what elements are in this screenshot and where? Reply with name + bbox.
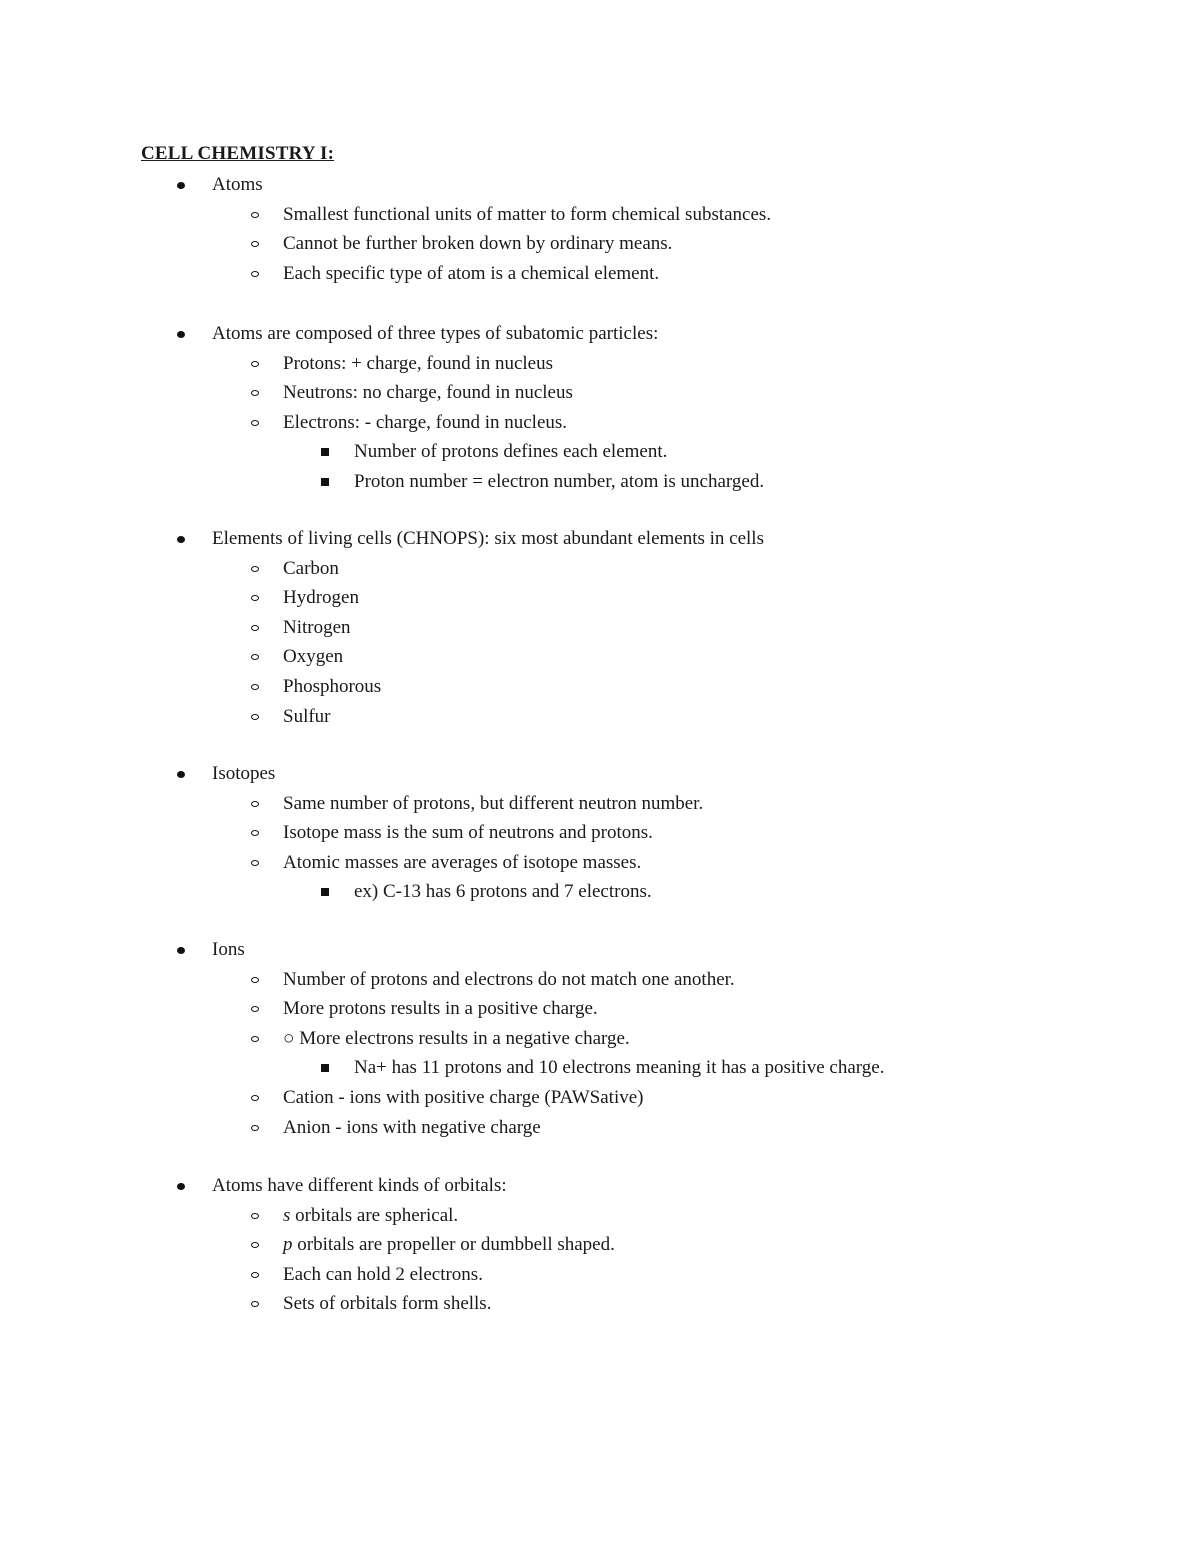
item-text: Same number of protons, but different neutron number. bbox=[283, 792, 704, 814]
item-text: Nitrogen bbox=[283, 616, 351, 638]
list-item-level1 bbox=[212, 527, 764, 551]
bullet-dot-icon bbox=[174, 938, 188, 962]
sub-item-text: Proton number = electron number, atom is uncharged. bbox=[354, 471, 765, 492]
item-text: Cannot be further broken down by ordinary means. bbox=[283, 233, 673, 255]
list-item-level2 bbox=[283, 262, 659, 286]
bullet-circle-icon bbox=[248, 1263, 262, 1287]
bullet-circle-icon bbox=[248, 821, 262, 845]
bullet-circle-icon bbox=[248, 792, 262, 816]
item-text: Sulfur bbox=[283, 705, 331, 727]
bullet-circle-icon bbox=[248, 262, 262, 286]
section-heading: Atoms are composed of three types of subatomic particles: bbox=[212, 323, 659, 344]
list-item-level1 bbox=[212, 938, 245, 962]
list-item-level2 bbox=[283, 1233, 615, 1257]
list-item-level1 bbox=[212, 322, 658, 346]
bullet-dot-icon bbox=[174, 527, 188, 551]
item-text: Electrons: - charge, found in nucleus. bbox=[283, 411, 568, 433]
bullet-circle-icon bbox=[248, 1086, 262, 1110]
bullet-circle-icon bbox=[248, 557, 262, 581]
list-item-level2 bbox=[283, 352, 553, 376]
list-item-level1 bbox=[212, 762, 275, 786]
bullet-circle-icon bbox=[248, 1204, 262, 1228]
bullet-circle-icon bbox=[248, 203, 262, 227]
list-item-level3 bbox=[354, 880, 652, 904]
list-item-level2 bbox=[283, 411, 567, 435]
list-item-level2 bbox=[283, 616, 351, 640]
list-item-level2 bbox=[283, 705, 331, 729]
bullet-circle-icon bbox=[248, 705, 262, 729]
list-item-level3 bbox=[354, 440, 667, 464]
bullet-circle-icon bbox=[248, 997, 262, 1021]
item-text: Anion - ions with negative charge bbox=[283, 1116, 541, 1138]
bullet-circle-icon bbox=[248, 411, 262, 435]
bullet-circle-icon bbox=[248, 851, 262, 875]
item-text: Smallest functional units of matter to form chemical substances. bbox=[283, 203, 772, 225]
section-heading: Atoms have different kinds of orbitals: bbox=[212, 1175, 507, 1196]
bullet-circle-icon bbox=[248, 645, 262, 669]
list-item-level3 bbox=[354, 470, 764, 494]
item-text: Cation - ions with positive charge (PAWSative) bbox=[283, 1087, 644, 1108]
list-item-level1 bbox=[212, 1174, 507, 1198]
item-text: Carbon bbox=[283, 557, 339, 579]
item-text: Number of protons and electrons do not match one another. bbox=[283, 968, 735, 990]
list-item-level1 bbox=[212, 173, 263, 197]
list-item-level3 bbox=[354, 1056, 884, 1080]
bullet-square-icon bbox=[318, 1056, 332, 1080]
italic-term: s bbox=[283, 1204, 291, 1226]
item-text: ○ More electrons results in a negative charge. bbox=[283, 1027, 630, 1049]
bullet-dot-icon bbox=[174, 322, 188, 346]
item-text: Each can hold 2 electrons. bbox=[283, 1263, 483, 1285]
sub-item-text: Number of protons defines each element. bbox=[354, 441, 668, 463]
item-text: Each specific type of atom is a chemical element. bbox=[283, 262, 660, 284]
bullet-circle-icon bbox=[248, 1027, 262, 1051]
bullet-circle-icon bbox=[248, 616, 262, 640]
sub-item-text: Na+ has 11 protons and 10 electrons meaning it has a positive charge. bbox=[354, 1057, 885, 1079]
bullet-circle-icon bbox=[248, 675, 262, 699]
list-item-level2 bbox=[283, 381, 573, 405]
bullet-circle-icon bbox=[248, 1116, 262, 1140]
section-heading: Elements of living cells (CHNOPS): six most abundant elements in cells bbox=[212, 528, 764, 549]
list-item-level2 bbox=[283, 675, 381, 699]
list-item-level2 bbox=[283, 1086, 644, 1110]
list-item-level2 bbox=[283, 792, 703, 816]
sub-item-text: ex) C-13 has 6 protons and 7 electrons. bbox=[354, 881, 652, 903]
list-item-level2 bbox=[283, 1116, 541, 1140]
item-text: Neutrons: no charge, found in nucleus bbox=[283, 382, 573, 404]
item-text: Hydrogen bbox=[283, 587, 359, 609]
list-item-level2 bbox=[283, 1263, 483, 1287]
document-title: CELL CHEMISTRY I: bbox=[141, 143, 335, 164]
section-heading: Atoms bbox=[212, 174, 263, 195]
item-text: Isotope mass is the sum of neutrons and protons. bbox=[283, 822, 653, 844]
list-item-level2 bbox=[283, 1027, 630, 1051]
item-text: More protons results in a positive charge. bbox=[283, 998, 598, 1020]
bullet-square-icon bbox=[318, 880, 332, 904]
item-text: orbitals are spherical. bbox=[290, 1204, 459, 1226]
item-text: Atomic masses are averages of isotope masses. bbox=[283, 851, 642, 873]
list-item-level2 bbox=[283, 968, 735, 992]
list-item-level2 bbox=[283, 557, 339, 581]
bullet-dot-icon bbox=[174, 173, 188, 197]
list-item-level2 bbox=[283, 851, 641, 875]
list-item-level2 bbox=[283, 586, 359, 610]
list-item-level2 bbox=[283, 1292, 491, 1316]
list-item-level2 bbox=[283, 203, 771, 227]
list-item-level2 bbox=[283, 997, 598, 1021]
item-text: Phosphorous bbox=[283, 676, 382, 697]
list-item-level2 bbox=[283, 821, 653, 845]
item-text: Sets of orbitals form shells. bbox=[283, 1293, 492, 1315]
item-text: Protons: + charge, found in nucleus bbox=[283, 352, 553, 374]
list-item-level2 bbox=[283, 645, 343, 669]
bullet-circle-icon bbox=[248, 586, 262, 610]
bullet-circle-icon bbox=[248, 232, 262, 256]
bullet-circle-icon bbox=[248, 1292, 262, 1316]
bullet-dot-icon bbox=[174, 762, 188, 786]
item-text: Oxygen bbox=[283, 646, 344, 668]
section-heading: Ions bbox=[212, 939, 245, 960]
bullet-circle-icon bbox=[248, 381, 262, 405]
list-item-level2 bbox=[283, 1204, 458, 1228]
bullet-dot-icon bbox=[174, 1174, 188, 1198]
item-text: orbitals are propeller or dumbbell shaped. bbox=[292, 1234, 615, 1256]
bullet-square-icon bbox=[318, 440, 332, 464]
section-heading: Isotopes bbox=[212, 763, 276, 784]
list-item-level2 bbox=[283, 232, 672, 256]
bullet-circle-icon bbox=[248, 352, 262, 376]
italic-term: p bbox=[283, 1234, 293, 1256]
bullet-circle-icon bbox=[248, 1233, 262, 1257]
bullet-circle-icon bbox=[248, 968, 262, 992]
bullet-square-icon bbox=[318, 470, 332, 494]
